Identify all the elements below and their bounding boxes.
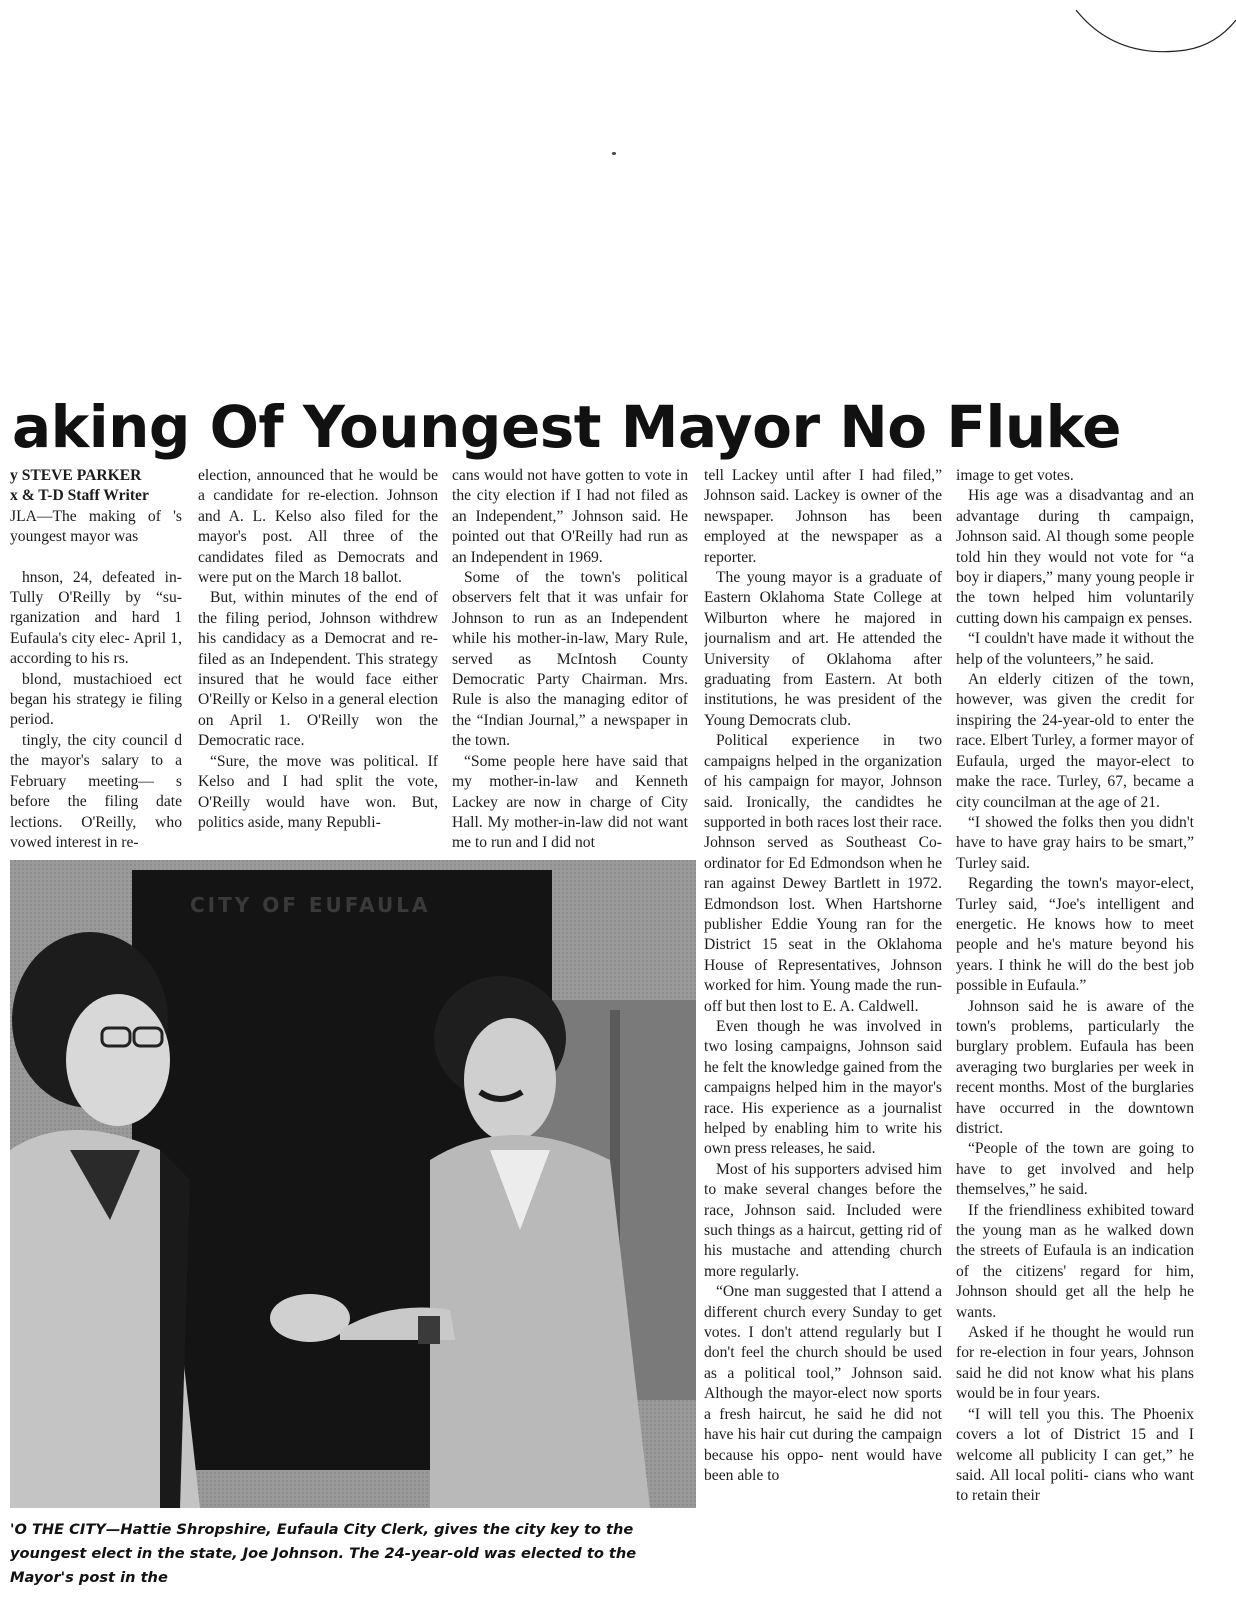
paragraph: “I couldn't have made it without the help of the volunteers,” he said. (956, 630, 1194, 668)
photo-caption: 'O THE CITY—Hattie Shropshire, Eufaula City Clerk, gives the city key to the youngest elect in the state, Joe Johnson. The 24-year-old was elected to the Mayor's post in the (10, 1521, 637, 1586)
print-speck (612, 152, 616, 155)
paragraph: Most of his supporters advised him to make several changes before the race, Johnson said. Included were such things as a haircut, getting rid of his mustache and attending church more regularly. (704, 1160, 942, 1280)
paragraph: image to get votes. (956, 467, 1074, 484)
paragraph: cans would not have gotten to vote in the city election if I had not filed as an Independent,” Johnson said. He pointed out that O'Reilly had run as an Independent in 1969. (452, 467, 688, 566)
byline-author: y STEVE PARKER (10, 467, 142, 484)
article-column-3 (452, 466, 688, 858)
page-corner-fold (1036, 0, 1236, 70)
paragraph: An elderly citizen of the town, however, was given the credit for inspiring the 24-year-old to enter the race. Elbert Turley, a former mayor of Eufaula, urged the mayor-elect to make the race. Turley, 67, became a city councilman at the age of 21. (956, 671, 1194, 811)
article-column-1 (10, 466, 182, 858)
paragraph: “I showed the folks then you didn't have to have gray hairs to be smart,” Turley said. (956, 813, 1194, 872)
paragraph: “Some people here have said that my mother-in-law and Kenneth Lackey are now in charge of City Hall. My mother-in-law did not want me to run and I did not (452, 752, 688, 852)
paragraph: Some of the town's political observers felt that it was unfair for Johnson to run as an Independent while his mother-in-law, Mary Rule, served as McIntosh County Democratic Party Chairman. Mrs. Rule is also the managing editor of the “Indian Journal,” a newspaper in the town. (452, 569, 688, 750)
paragraph: His age was a disadvantag and an advantage during th campaign, Johnson said. Al though some people told hin they would not vote for “a boy ir diapers,” many young people ir the town helped him voluntarily cutting down his campaign ex penses. (956, 487, 1194, 627)
paragraph: tingly, the city council d the mayor's salary to a February meeting— s before the filing date lections. O'Reilly, who vowed interest in re- (10, 731, 182, 851)
article-column-5 (956, 466, 1194, 1600)
news-photo (10, 860, 696, 1508)
headline: aking Of Youngest Mayor No Fluke (12, 393, 1121, 461)
article-column-4 (704, 466, 942, 1600)
article-column-2 (198, 466, 438, 858)
paragraph: Even though he was involved in two losing campaigns, Johnson said he felt the knowledge gained from the campaigns helped him in the mayor's race. His experience as a journalist helped by enabling him to write his own press releases, he said. (704, 1017, 942, 1158)
photo-illustration (10, 860, 696, 1508)
paragraph: The young mayor is a graduate of Eastern Oklahoma State College at Wilburton where he majored in journalism and art. He attended the University of Oklahoma after graduating from Eastern. At both institutions, he was president of the Young Democrats club. (704, 569, 942, 729)
byline-title: x & T-D Staff Writer (10, 487, 149, 505)
paragraph: But, within minutes of the end of the filing period, Johnson withdrew his candidacy as a Democrat and re-filed as an Independent. This strategy insured that he would face either O'Reilly or Kelso in a general election on April 1. O'Reilly won the Democratic race. (198, 589, 438, 750)
paragraph: “Sure, the move was political. If Kelso and I had split the vote, O'Reilly would have won. But, politics aside, many Republi- (198, 752, 438, 831)
paragraph: “One man suggested that I attend a different church every Sunday to get votes. I don't attend regularly but I don't feel the church should be used as a political tool,” Johnson said. Although the mayor-elect now sports a fresh haircut, he said he did not have his hair cut during the campaign because his oppo- nent would have been able to (704, 1283, 942, 1484)
paragraph: election, announced that he would be a candidate for re-election. Johnson and A. L. Kelso also filed for the mayor's post. All three of the candidates filed as Democrats and were put on the March 18 ballot. (198, 467, 438, 587)
paragraph: “I will tell you this. The Phoenix covers a lot of District 15 and I welcome all publicity I can get,” he said. All local politi- cians who want to retain their (956, 1405, 1194, 1505)
paragraph: tell Lackey until after I had filed,” Johnson said. Lackey is owner of the newspaper. Johnson has been employed at the newspaper as a reporter. (704, 467, 942, 566)
paragraph: Regarding the town's mayor-elect, Turley said, “Joe's intelligent and energetic. He knows how to meet people and he's mature beyond his years. I think he will do the best job possible in Eufaula.” (956, 875, 1194, 995)
door-sign-text: CITY OF EUFAULA (190, 893, 431, 917)
paragraph: JLA—The making of 's youngest mayor was (10, 507, 182, 546)
paragraph: Johnson said he is aware of the town's problems, particularly the burglary problem. Eufaula has been averaging two burglaries per week in recent months. Most of the burglaries have occurred in the downtown district. (956, 997, 1194, 1137)
paragraph: “People of the town are going to have to get involved and help themselves,” he said. (956, 1140, 1194, 1199)
paragraph: If the friendliness exhibited toward the young man as he walked down the streets of Eufaula is an indication of the citizens' regard for him, Johnson should get all the help he wants. (956, 1201, 1194, 1321)
paragraph: Political experience in two campaigns helped in the organization of his campaign for mayor, Johnson said. Ironically, the candidtes he supported in both races lost their race. Johnson served as Southeast Co-ordinator for Ed Edmondson when he ran against Dewey Bartlett in 1972. Edmondson lost. When Hartshorne publisher Eddie Young ran for the District 15 seat in the Oklahoma House of Representatives, Johnson worked for him. Young made the run-off but then lost to E. A. Caldwell. (704, 732, 942, 1015)
paragraph: hnson, 24, defeated in- Tully O'Reilly by “su- rganization and hard 1 Eufaula's city elec- April 1, according to his rs. (10, 568, 182, 668)
paragraph: blond, mustachioed ect began his strategy ie filing period. (10, 670, 182, 729)
paragraph: Asked if he thought he would run for re-election in four years, Johnson said he did not know what his plans would be in four years. (956, 1324, 1194, 1403)
